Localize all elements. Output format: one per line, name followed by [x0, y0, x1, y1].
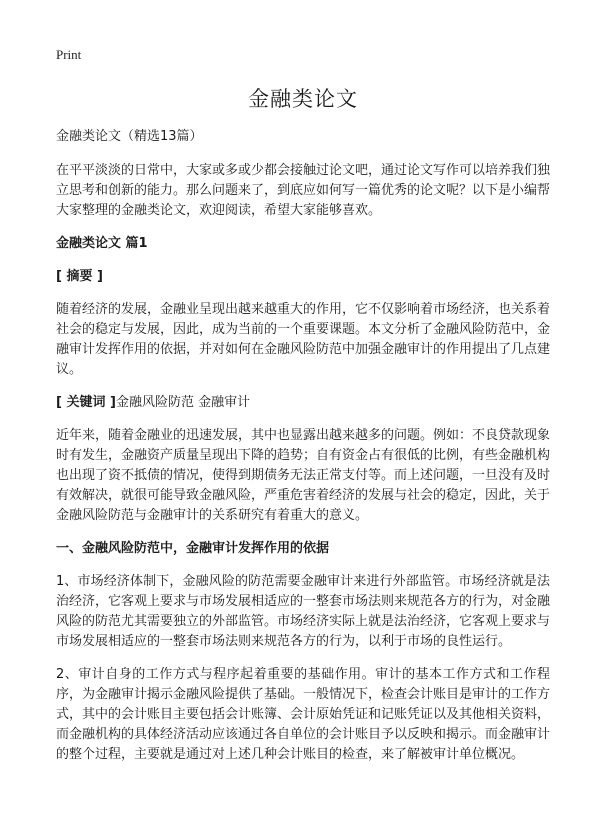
- document-subtitle: 金融类论文（精选13篇）: [56, 129, 203, 144]
- abstract-label: [ 摘要 ]: [56, 269, 103, 284]
- intro-paragraph: 在平平淡淡的日常中，大家或多或少都会接触过论文吧，通过论文写作可以培养我们独立思考和创新的能力。那么问题来了，到底应如何写一篇优秀的论文呢？以下是小编帮大家整理的金融类论文，欢迎阅读，希望大家能够喜欢。: [56, 163, 551, 218]
- keywords-text: 金融风险防范 金融审计: [115, 395, 251, 410]
- keywords-line: [56, 393, 550, 413]
- heading-1: 一、金融风险防范中，金融审计发挥作用的依据: [56, 541, 330, 556]
- body-paragraph-1: 近年来，随着金融业的迅速发展，其中也显露出越来越多的问题。例如：不良贷款现象时有发生，金融资产质量呈现出下降的趋势；自有资金占有很低的比例，有些金融机构也出现了资不抵债的情况，使得到期债务无法正常支付等。而上述问题，一旦没有及时有效解决，就很可能导致金融风险，严重危害着经济的发展与社会的稳定，因此，关于金融风险防范与金融审计的关系研究有着重大的意义。: [56, 428, 551, 523]
- keywords-label: [ 关键词 ]: [56, 395, 116, 410]
- print-link[interactable]: Print: [56, 47, 82, 62]
- section-title: 金融类论文 篇1: [56, 236, 148, 251]
- body-paragraph-3: 2、审计自身的工作方式与程序起着重要的基础作用。审计的基本工作方式和工作程序，为金融审计揭示金融风险提供了基础。一般情况下，检查会计账目是审计的工作方式，其中的会计账目主要包括会计账簿、会计原始凭证和记账凭证以及其他相关资料，而金融机构的具体经济活动应该通过各自单位的会计账目予以反映和揭示。而金融审计的整个过程，主要就是通过对上述几种会计账目的检查，来了解被审计单位概况。: [56, 667, 551, 762]
- document-title: 金融类论文: [248, 87, 358, 111]
- abstract-paragraph: 随着经济的发展，金融业呈现出越来越重大的作用，它不仅影响着市场经济，也关系着社会的稳定与发展，因此，成为当前的一个重要课题。本文分析了金融风险防范中，金融审计发挥作用的依据，并对如何在金融风险防范中加强金融审计的作用提出了几点建议。: [56, 302, 551, 377]
- body-paragraph-2: 1、市场经济体制下，金融风险的防范需要金融审计来进行外部监管。市场经济就是法治经济，它客观上要求与市场发展相适应的一整套市场法则来规范各方的行为，对金融风险的防范尤其需要独立的外部监管。市场经济实际上就是法治经济，它客观上要求与市场发展相适应的一整套市场法则来规范各方的行为，以利于市场的良性运行。: [56, 574, 551, 649]
